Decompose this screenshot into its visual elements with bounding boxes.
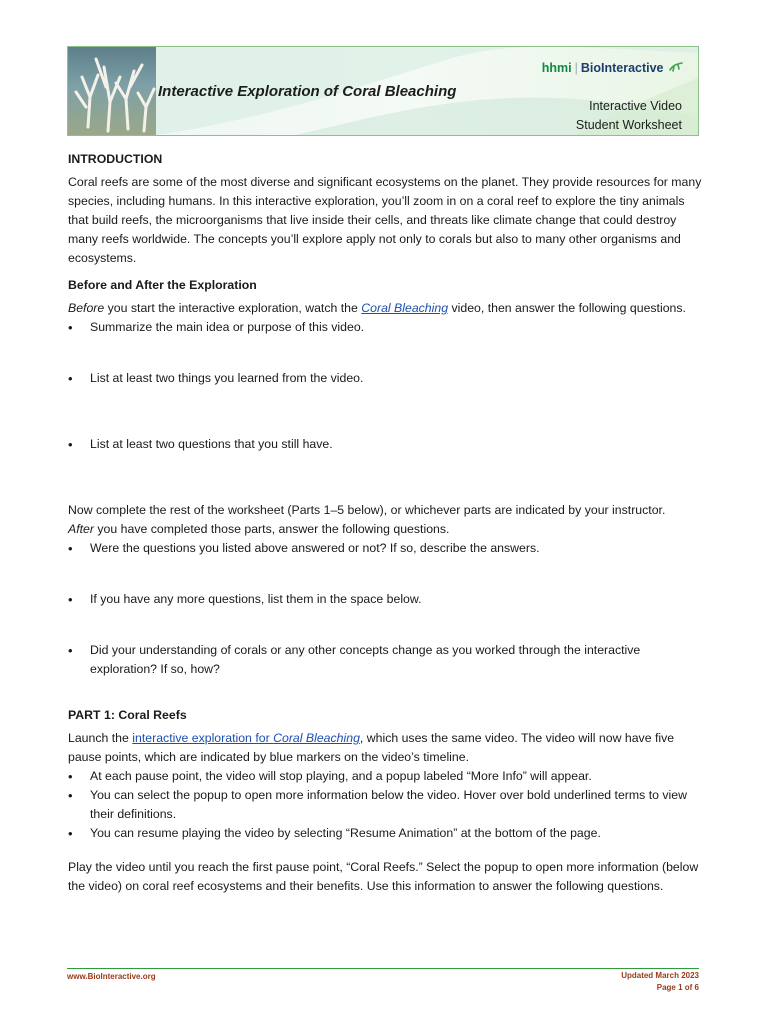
gecko-icon: [668, 61, 684, 73]
footer-info: [621, 970, 699, 994]
coral-bleaching-video-link[interactable]: Coral Bleaching: [361, 301, 449, 315]
page-number: Page 1 of 6: [656, 983, 699, 992]
before-questions-list: [68, 318, 708, 454]
after-instructions: [68, 520, 708, 539]
brand-name: BioInteractive: [580, 61, 664, 75]
list-item: • Were the questions you listed above answered or not? If so, describe the answers.: [68, 539, 708, 558]
after-text: you have completed those parts, answer the following questions.: [93, 522, 450, 536]
document-title: Interactive Exploration of Coral Bleaching: [158, 83, 457, 100]
intro-paragraph: Coral reefs are some of the most diverse and significant ecosystems on the planet. They provide resources for many species, including humans. In this interactive exploration, you’ll zoom in on a coral reef to explore the tiny animals that build reefs, the microorganisms that live inside their cells, and threats like climate change that could destroy many reefs worldwide. The concepts you’ll explore apply not only to corals but also to many other organisms and ecosystems.: [68, 175, 702, 265]
before-after-heading: Before and After the Exploration: [68, 278, 257, 292]
list-item: • You can select the popup to open more information below the video. Hover over bold underlined terms to view their definitions.: [68, 786, 708, 824]
before-instructions: [68, 299, 708, 318]
brand-hhmi: hhmi: [541, 61, 572, 75]
label-line-2: Student Worksheet: [575, 118, 682, 132]
brand-logo: hhmi | BioInteractive: [542, 61, 684, 75]
before-text-2: video, then answer the following questions.: [448, 301, 686, 315]
after-questions-list: [68, 539, 708, 679]
part1-heading: PART 1: Coral Reefs: [68, 708, 187, 722]
footer-url[interactable]: www.BioInteractive.org: [67, 972, 156, 981]
updated-date: Updated March 2023: [621, 971, 699, 980]
coral-image-icon: [68, 47, 156, 135]
after-word: After: [68, 522, 94, 536]
intro-heading: INTRODUCTION: [68, 152, 163, 166]
now-complete-text: Now complete the rest of the worksheet (Parts 1–5 below), or whichever parts are indicated by your instructor.: [68, 503, 666, 517]
label-line-1: Interactive Video: [589, 99, 682, 113]
footer-divider: [67, 968, 699, 969]
coral-photo: [68, 47, 156, 135]
list-item: • Did your understanding of corals or any other concepts change as you worked through the interactive exploration? If so, how?: [68, 641, 708, 679]
launch-instructions: Launch the interactive exploration for Coral Bleaching, which uses the same video. The video will now have five pause points, which are indicated by blue markers on the video’s timeline.: [68, 731, 675, 764]
play-video-instructions: Play the video until you reach the first pause point, “Coral Reefs.” Select the popup to open more information (below the video) on coral reef ecosystems and their benefits. Use this information to answer the following questions.: [68, 860, 699, 893]
header-banner: [67, 46, 699, 136]
list-item: • You can resume playing the video by selecting “Resume Animation” at the bottom of the page.: [68, 824, 708, 843]
part1-instructions-list: [68, 767, 708, 843]
list-item: • List at least two questions that you still have.: [68, 435, 708, 454]
list-item: • List at least two things you learned from the video.: [68, 369, 708, 388]
before-word: Before: [68, 301, 105, 315]
list-item: • If you have any more questions, list them in the space below.: [68, 590, 708, 609]
list-item: • Summarize the main idea or purpose of this video.: [68, 318, 708, 337]
worksheet-type-label: [576, 97, 682, 135]
worksheet-body: [68, 150, 708, 896]
interactive-exploration-link[interactable]: interactive exploration for Coral Bleaching: [132, 731, 360, 745]
before-text-1: you start the interactive exploration, watch the: [104, 301, 362, 315]
list-item: • At each pause point, the video will stop playing, and a popup labeled “More Info” will appear.: [68, 767, 708, 786]
